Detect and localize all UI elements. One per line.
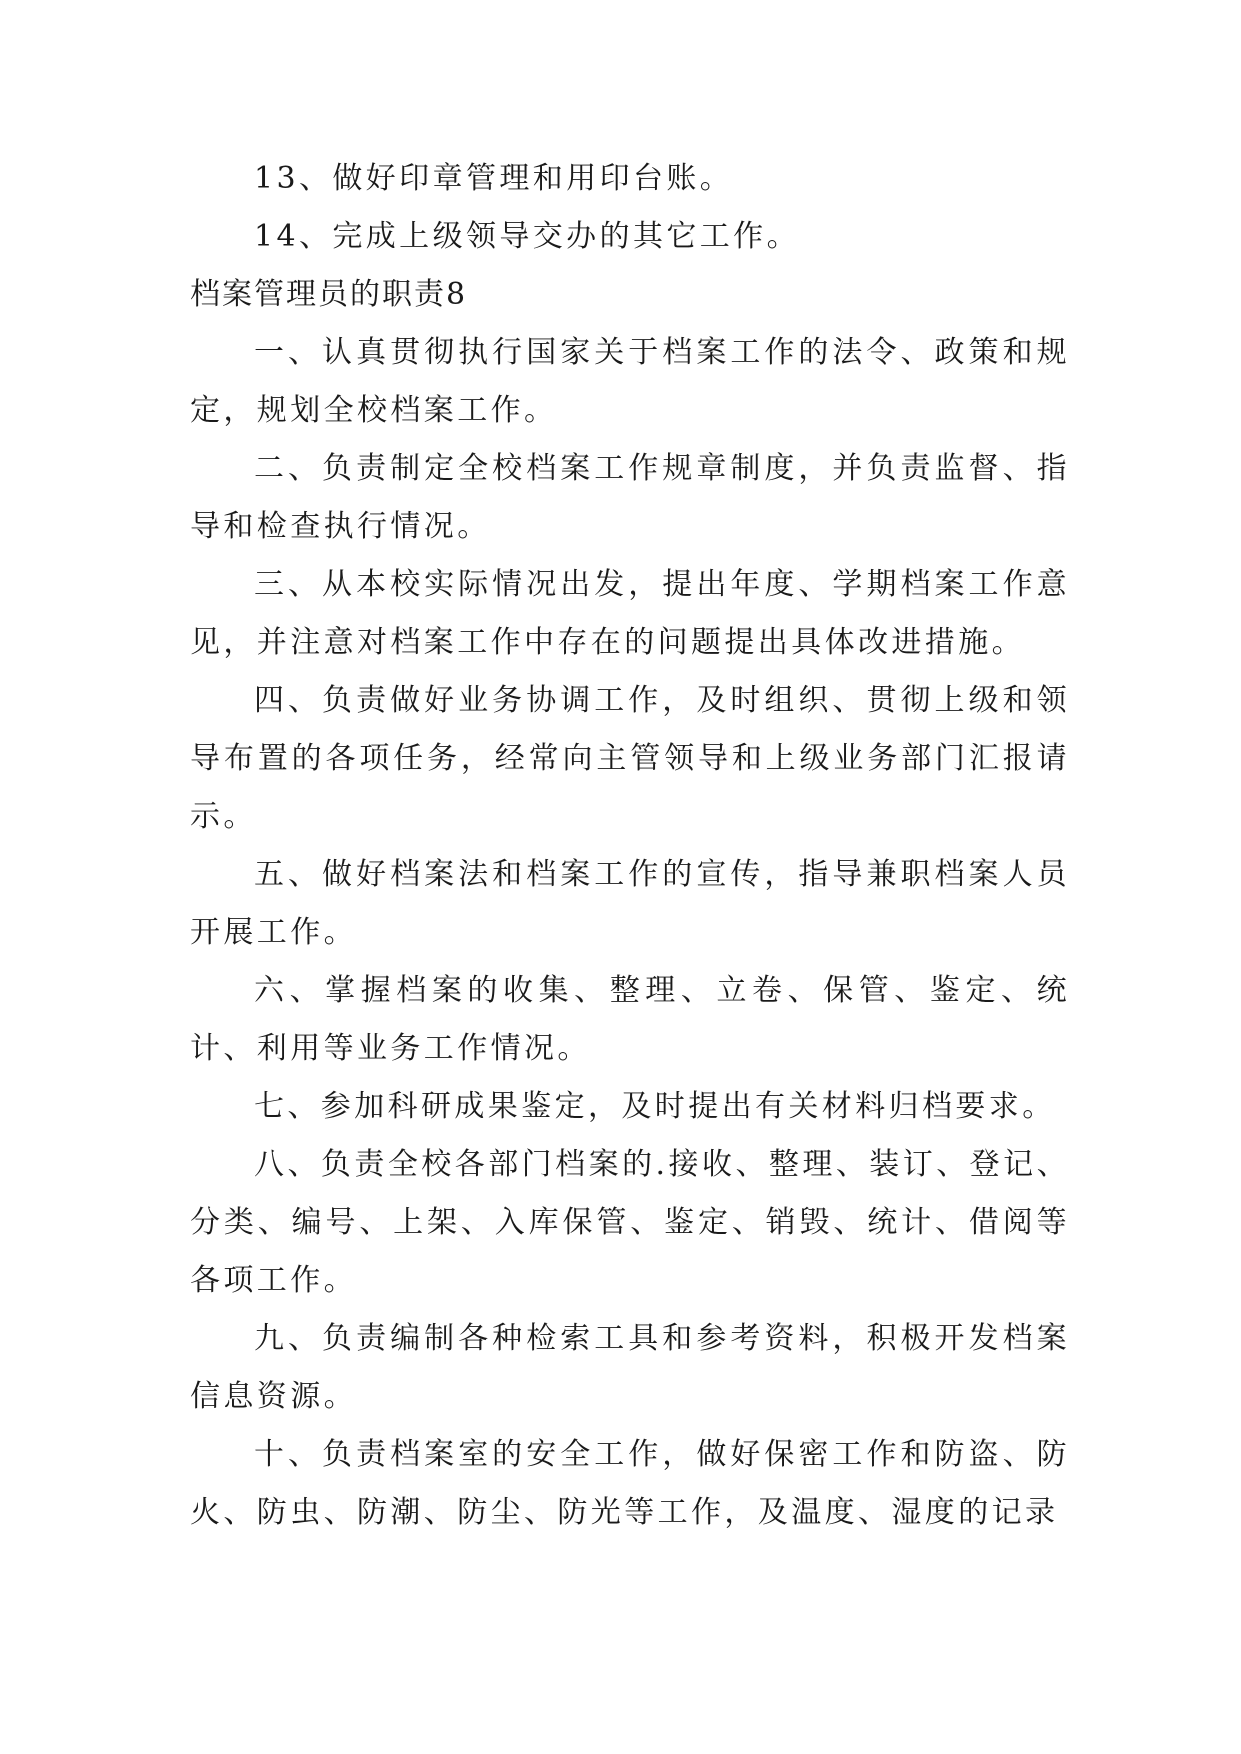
paragraph-9: 九、负责编制各种检索工具和参考资料，积极开发档案信息资源。 (190, 1321, 1070, 1414)
paragraph-13: 13、做好印章管理和用印台账。 (254, 161, 734, 196)
section-heading: 档案管理员的职责8 (190, 277, 468, 312)
paragraph-5: 五、做好档案法和档案工作的宣传，指导兼职档案人员开展工作。 (190, 857, 1070, 950)
paragraph-14: 14、完成上级领导交办的其它工作。 (254, 219, 800, 254)
paragraph-3: 三、从本校实际情况出发，提出年度、学期档案工作意见，并注意对档案工作中存在的问题提出具体改进措施。 (190, 567, 1070, 660)
paragraph-10: 十、负责档案室的安全工作，做好保密工作和防盗、防火、防虫、防潮、防尘、防光等工作，及温度、湿度的记录 (190, 1437, 1070, 1530)
paragraph-7: 七、参加科研成果鉴定，及时提出有关材料归档要求。 (254, 1089, 1056, 1124)
paragraph-6: 六、掌握档案的收集、整理、立卷、保管、鉴定、统计、利用等业务工作情况。 (190, 973, 1070, 1066)
paragraph-4: 四、负责做好业务协调工作，及时组织、贯彻上级和领导布置的各项任务，经常向主管领导和上级业务部门汇报请示。 (190, 683, 1070, 834)
paragraph-1: 一、认真贯彻执行国家关于档案工作的法令、政策和规定，规划全校档案工作。 (190, 335, 1070, 428)
paragraph-8: 八、负责全校各部门档案的.接收、整理、装订、登记、分类、编号、上架、入库保管、鉴定、销毁、统计、借阅等各项工作。 (190, 1147, 1070, 1298)
document-page (190, 150, 1070, 1542)
paragraph-2: 二、负责制定全校档案工作规章制度，并负责监督、指导和检查执行情况。 (190, 451, 1070, 544)
